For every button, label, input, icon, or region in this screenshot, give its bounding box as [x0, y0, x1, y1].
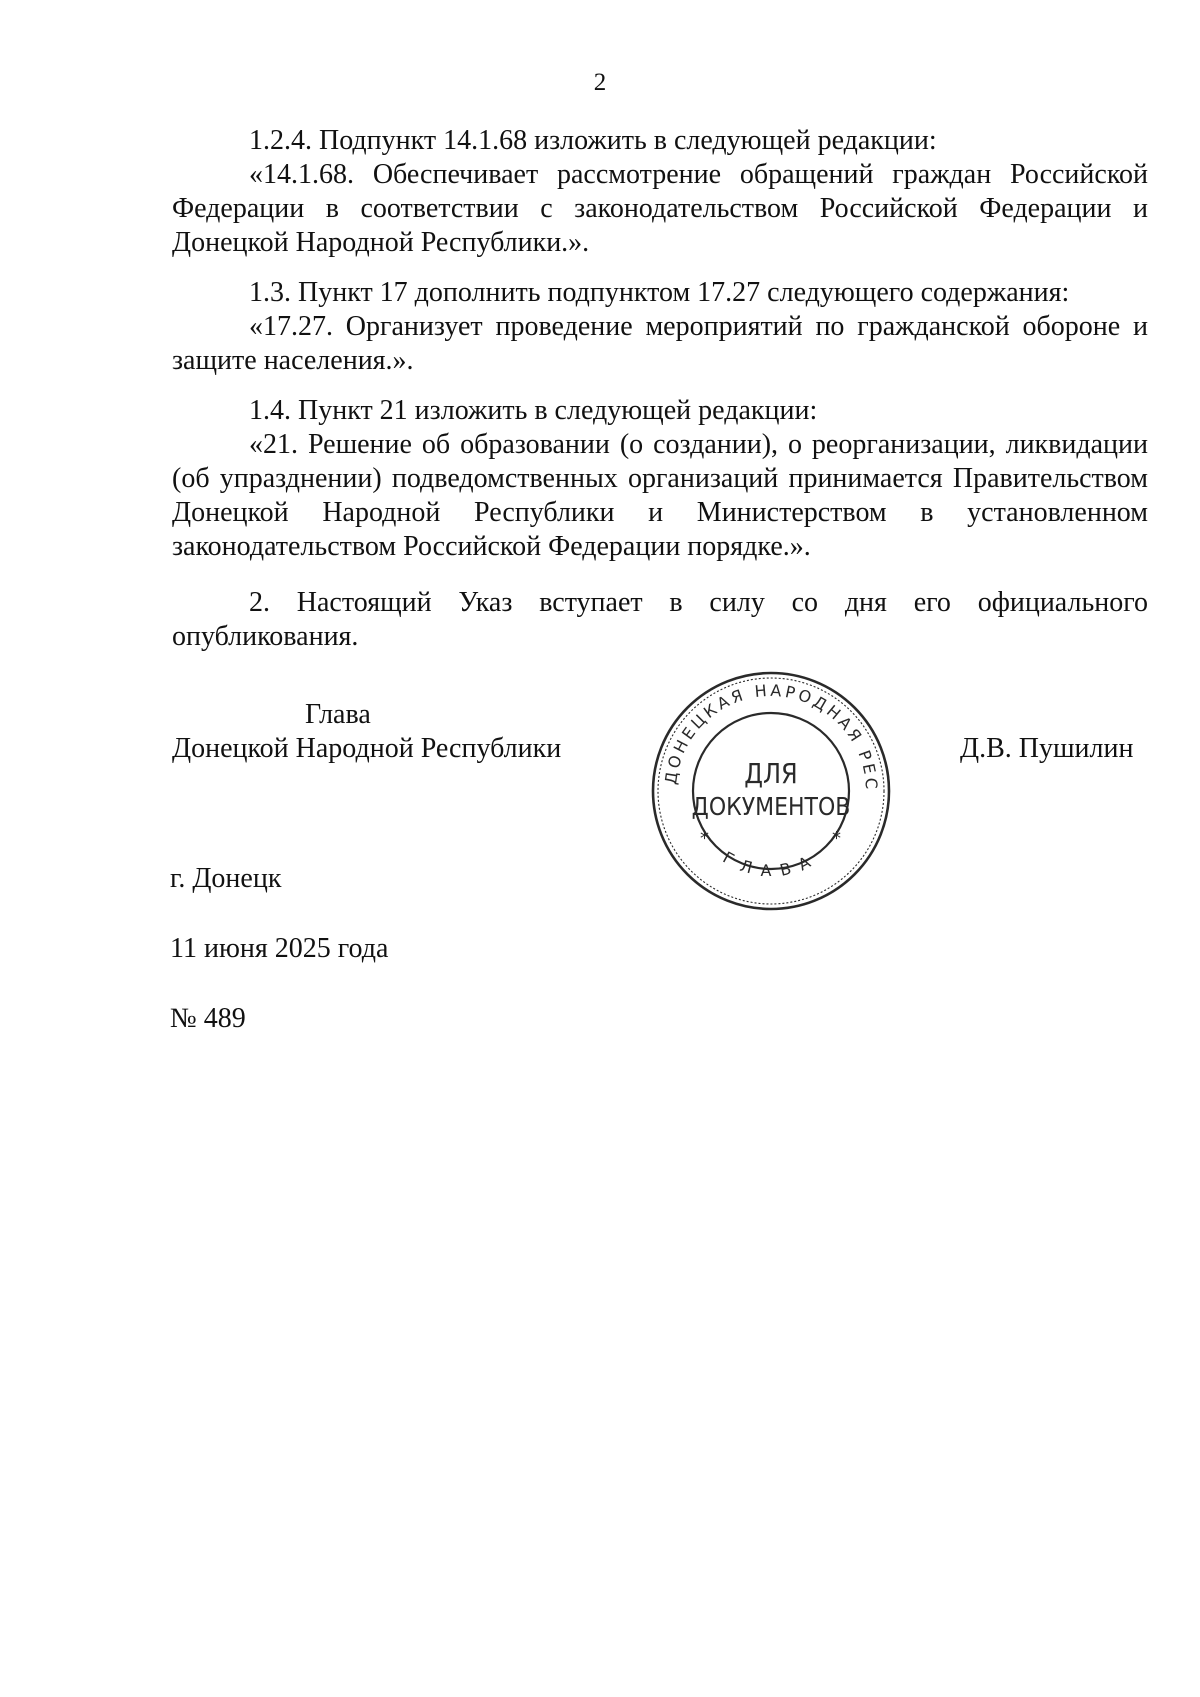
- signatory-title: [172, 698, 561, 766]
- signatory-name: Д.В. Пушилин: [960, 733, 1134, 764]
- seal-star-left: *: [700, 828, 709, 849]
- paragraph-1-3: 1.3. Пункт 17 дополнить подпунктом 17.27 следующего содержания:: [249, 277, 1070, 308]
- paragraph-17-27: «17.27. Организует проведение мероприятий по гражданской обороне и защите населения.».: [172, 311, 1148, 376]
- paragraph-1-2-4: 1.2.4. Подпункт 14.1.68 изложить в следующей редакции:: [249, 125, 937, 156]
- signatory-title-line1: Глава: [305, 699, 371, 730]
- seal-star-right: *: [832, 828, 841, 849]
- paragraph-2: 2. Настоящий Указ вступает в силу со дня его официального опубликования.: [172, 587, 1148, 652]
- document-place: г. Донецк: [170, 863, 282, 894]
- paragraph-21: «21. Решение об образовании (о создании), о реорганизации, ликвидации (об упразднении) подведомственных организаций принимается Правительством Донецкой Народной Республики и Министерством в установленном законодательством Российской Федерации порядке.».: [172, 429, 1148, 562]
- paragraph-1-4: 1.4. Пункт 21 изложить в следующей редакции:: [249, 395, 818, 426]
- seal-bottom-text: ГЛАВА: [719, 847, 823, 881]
- signatory-title-line2: Донецкой Народной Республики: [172, 733, 562, 764]
- seal-graphic: [648, 668, 894, 914]
- document-body: [172, 124, 1148, 654]
- document-number: № 489: [170, 1003, 246, 1034]
- document-date: 11 июня 2025 года: [170, 933, 389, 964]
- seal-center-line1: ДЛЯ: [744, 758, 798, 791]
- seal-center-line2: ДОКУМЕНТОВ: [691, 791, 851, 822]
- seal-ring-text: ДОНЕЦКАЯ НАРОДНАЯ РЕС: [661, 680, 882, 793]
- paragraph-14-1-68: «14.1.68. Обеспечивает рассмотрение обращений граждан Российской Федерации в соответствии с законодательством Российской Федерации и Донецкой Народной Республики.».: [172, 159, 1148, 258]
- page-number: 2: [593, 69, 607, 96]
- official-seal: [648, 668, 894, 914]
